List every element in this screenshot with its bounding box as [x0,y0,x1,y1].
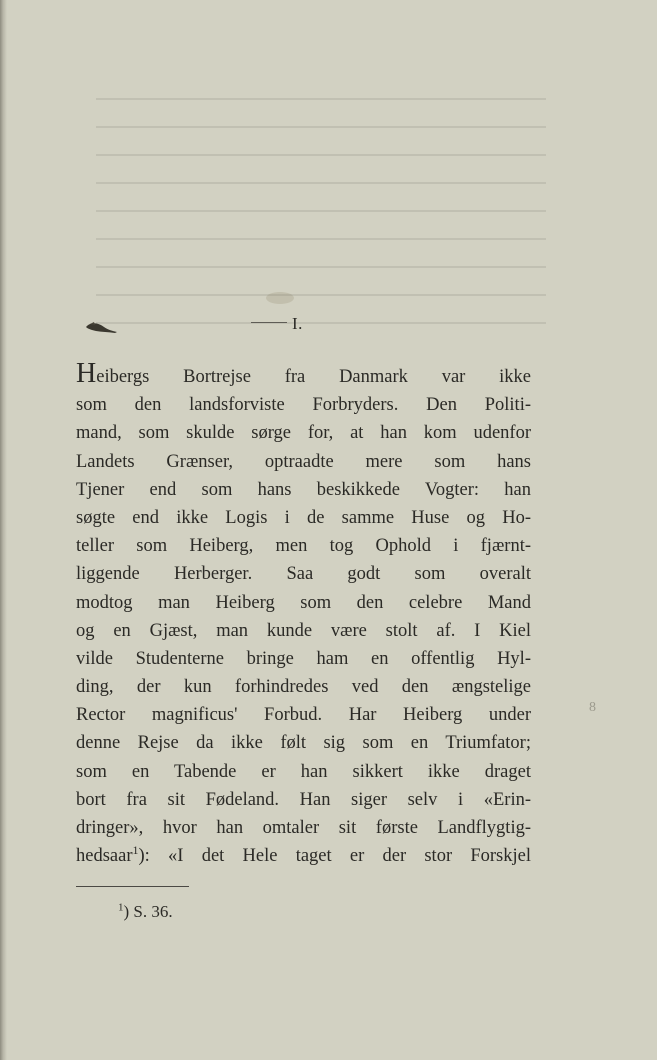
text-line: modtog man Heiberg som den celebre Mand [76,592,531,613]
text-line: dringer», hvor han omtaler sit første Landflygtig- [76,818,531,838]
text-line: Tjener end som hans beskikkede Vogter: han [76,479,531,500]
text-line: vilde Studenterne bringe ham en offentlig Hyl- [76,648,531,669]
text-line: Landets Grænser, optraadte mere som hans [76,451,531,472]
body-text [76,358,531,870]
text-line: denne Rejse da ikke følt sig som en Triumfator; [76,733,531,754]
text-line: bort fra sit Fødeland. Han siger selv i «Erin- [76,789,531,810]
text-line: søgte end ikke Logis i de samme Huse og Ho- [76,507,531,528]
page-binding-edge [0,0,7,1060]
bleed-through-text [96,80,546,330]
chapter-heading: I. [292,314,303,333]
first-line-text: eibergs Bortrejse fra Danmark var ikke [96,367,531,387]
footnote [118,900,173,924]
text-line: teller som Heiberg, men tog Ophold i fjærnt- [76,536,531,557]
margin-pencil-mark: 8 [589,700,596,715]
last-line-end: ): «I det Hele taget er der stor Forskjel [138,846,531,867]
last-line-start: hedsaar [76,846,133,867]
text-line: liggende Herberger. Saa godt som overalt [76,564,531,585]
text-line-first [76,358,531,391]
footnote-number: 1 [118,901,124,914]
ink-mark-icon [84,320,118,334]
text-line: mand, som skulde sørge for, at han kom udenfor [76,423,531,444]
chapter-rule [251,322,287,323]
footnote-rule [76,886,189,887]
paper-stain [266,292,294,304]
text-line: som en Tabende er han sikkert ikke draget [76,761,531,782]
drop-cap: H [76,358,97,389]
text-line: og en Gjæst, man kunde være stolt af. I Kiel [76,620,531,641]
footnote-text: ) S. 36. [123,902,173,921]
text-line-last [76,842,531,870]
text-line: som den landsforviste Forbryders. Den Politi- [76,395,531,416]
text-line: Rector magnificus' Forbud. Har Heiberg under [76,705,531,726]
text-line: ding, der kun forhindredes ved den ængstelige [76,677,531,698]
footnote-reference: 1 [132,843,139,858]
